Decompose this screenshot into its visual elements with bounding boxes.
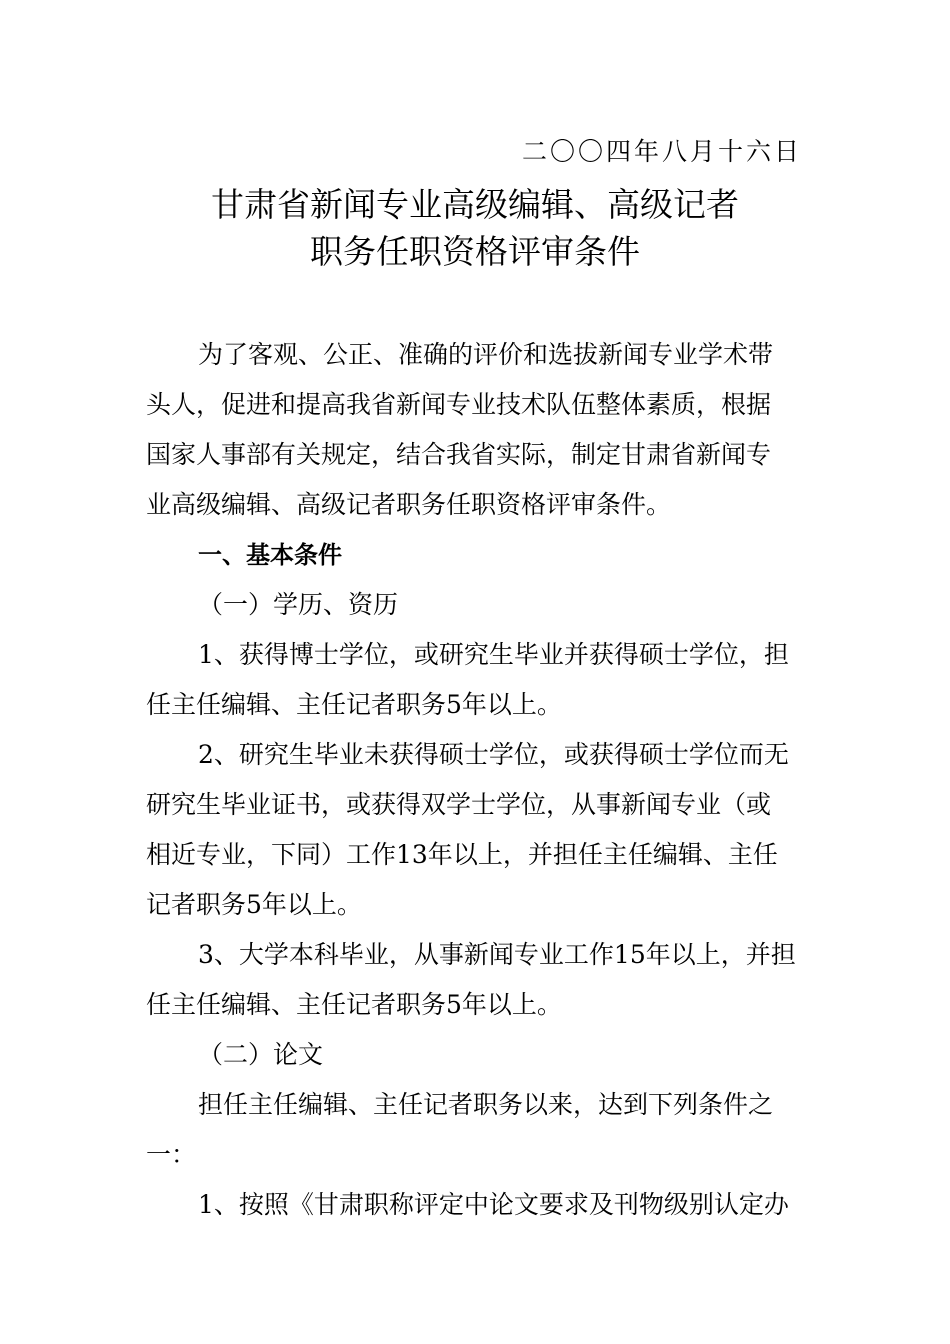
paragraph-line: 研究生毕业证书，或获得双学士学位，从事新闻专业（或 bbox=[146, 790, 772, 819]
subsection-heading: （一）学历、资历 bbox=[198, 590, 399, 619]
paragraph-line: 头人，促进和提高我省新闻专业技术队伍整体素质，根据 bbox=[146, 390, 772, 419]
paragraph-line: 1、获得博士学位，或研究生毕业并获得硕士学位，担 bbox=[198, 640, 789, 669]
paragraph-line: 国家人事部有关规定，结合我省实际，制定甘肃省新闻专 bbox=[146, 440, 772, 469]
subsection-heading: （二）论文 bbox=[198, 1040, 324, 1069]
paragraph-line: 任主任编辑、主任记者职务5年以上。 bbox=[146, 990, 562, 1019]
paragraph-line: 为了客观、公正、准确的评价和选拔新闻专业学术带 bbox=[198, 340, 774, 369]
document-title-line-1: 甘肃省新闻专业高级编辑、高级记者 bbox=[211, 185, 739, 224]
document-body bbox=[146, 330, 806, 1230]
paragraph-line: 2、研究生毕业未获得硕士学位，或获得硕士学位而无 bbox=[198, 740, 789, 769]
paragraph-line: 一： bbox=[146, 1140, 197, 1169]
paragraph-line: 业高级编辑、高级记者职务任职资格评审条件。 bbox=[146, 490, 672, 519]
paragraph-line: 任主任编辑、主任记者职务5年以上。 bbox=[146, 690, 562, 719]
paragraph-line: 担任主任编辑、主任记者职务以来，达到下列条件之 bbox=[198, 1090, 774, 1119]
paragraph-line: 1、按照《甘肃职称评定中论文要求及刊物级别认定办 bbox=[198, 1190, 789, 1219]
paragraph-line: 记者职务5年以上。 bbox=[146, 890, 362, 919]
document-date: 二〇〇四年八月十六日 bbox=[521, 137, 802, 166]
paragraph-line: 3、大学本科毕业，从事新闻专业工作15年以上，并担 bbox=[198, 940, 796, 969]
document-title-line-2: 职务任职资格评审条件 bbox=[310, 232, 640, 271]
section-heading: 一、基本条件 bbox=[198, 541, 342, 569]
paragraph-line: 相近专业，下同）工作13年以上，并担任主任编辑、主任 bbox=[146, 840, 778, 869]
